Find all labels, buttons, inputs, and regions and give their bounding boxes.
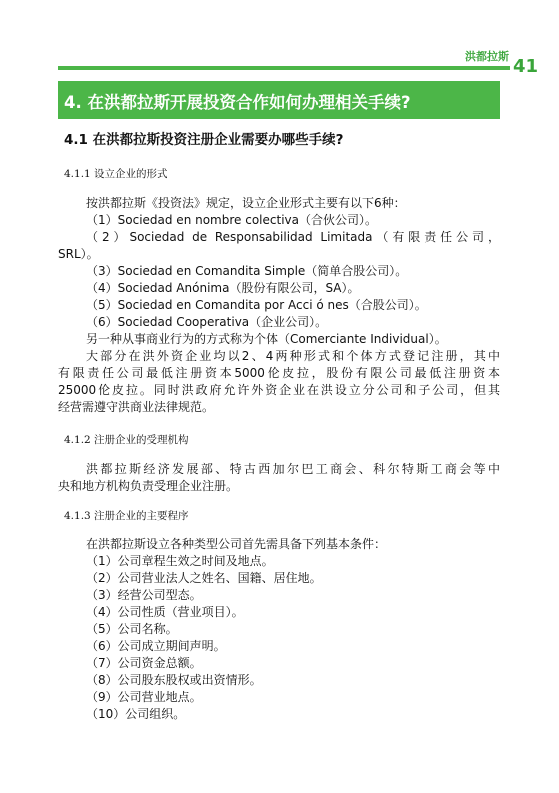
paragraph-line: 央和地方机构负责受理企业注册。	[58, 479, 239, 493]
paragraph-line: 在洪都拉斯设立各种类型公司首先需具备下列基本条件：	[86, 537, 387, 551]
paragraph-line: 大部分在洪外资企业均以2、4两种形式和个体方式登记注册，其中	[86, 349, 500, 363]
country-tag: 洪都拉斯	[465, 50, 509, 63]
list-item: （3）经营公司型态。	[86, 588, 202, 602]
paragraph-line: 25000伦皮拉。同时洪政府允许外资企业在洪设立分公司和子公司，但其	[58, 383, 500, 397]
list-item: （7）公司资金总额。	[86, 656, 202, 670]
section-title: 4.1 在洪都拉斯投资注册企业需要办哪些手续?	[64, 132, 344, 148]
list-item: （8）公司股东股权或出资情形。	[86, 673, 262, 687]
list-item: （1）公司章程生效之时间及地点。	[86, 554, 274, 568]
list-item: （2）公司营业法人之姓名、国籍、居住地。	[86, 571, 322, 585]
list-item: （10）公司组织。	[86, 707, 186, 721]
header-divider	[58, 66, 510, 70]
list-item: （6）公司成立期间声明。	[86, 639, 226, 653]
paragraph-line: 按洪都拉斯《投资法》规定，设立企业形式主要有以下6种：	[86, 196, 406, 210]
list-item: （5）Sociedad en Comandita por Acci ó nes（合股公司）。	[86, 298, 427, 312]
list-item: （1）Sociedad en nombre colectiva（合伙公司）。	[86, 213, 377, 227]
paragraph-line: 洪都拉斯经济发展部、特古西加尔巴工商会、科尔特斯工商会等中	[86, 462, 500, 476]
list-item: （4）Sociedad Anónima（股份有限公司，SA）。	[86, 281, 360, 295]
paragraph-line: 另一种从事商业行为的方式称为个体（Comerciante Individual）。	[86, 332, 447, 346]
page-number: 41	[513, 56, 539, 77]
subsection-title-agencies: 4.1.2 注册企业的受理机构	[64, 434, 189, 446]
list-item: （4）公司性质（营业项目）。	[86, 605, 244, 619]
list-item: （9）公司营业地点。	[86, 690, 202, 704]
subsection-title-forms: 4.1.1 设立企业的形式	[64, 168, 168, 180]
paragraph-line: 经营需遵守洪商业法律规范。	[58, 400, 215, 414]
list-item: （3）Sociedad en Comandita Simple（简单合股公司）。	[86, 264, 408, 278]
list-item: （6）Sociedad Cooperativa（企业公司）。	[86, 315, 328, 329]
list-item: SRL）。	[58, 247, 99, 261]
subsection-title-procedure: 4.1.3 注册企业的主要程序	[64, 510, 189, 522]
list-item: （5）公司名称。	[86, 622, 178, 636]
paragraph-line: 有限责任公司最低注册资本5000伦皮拉，股份有限公司最低注册资本	[58, 366, 500, 380]
list-item: （2）Sociedad de Responsabilidad Limitada（有限责任公司，	[86, 230, 500, 244]
chapter-title: 4. 在洪都拉斯开展投资合作如何办理相关手续?	[64, 93, 411, 112]
